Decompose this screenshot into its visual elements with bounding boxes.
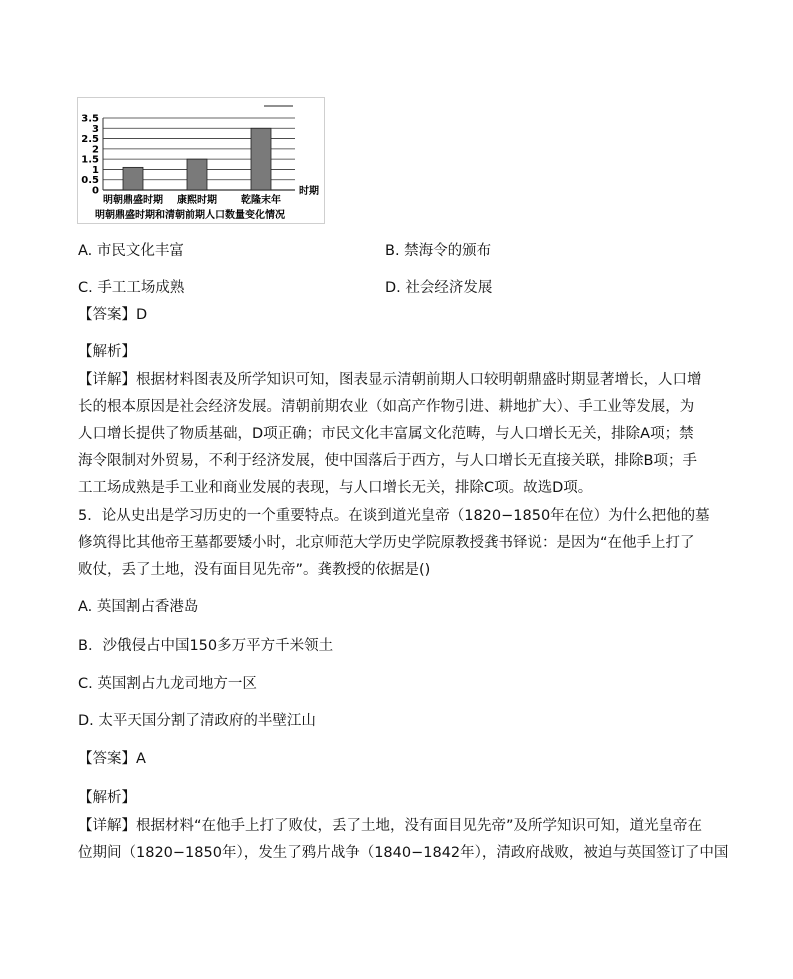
q4-option-d: D. 社会经济发展 [385, 280, 493, 296]
y-tick-label: 0 [92, 185, 99, 197]
q5-option-b: B．沙俄侵占中国150多万平方千米领土 [78, 638, 334, 654]
x-axis-label: 时期 [299, 186, 319, 197]
q4-detail-line-1: 【详解】根据材料图表及所学知识可知，图表显示清朝前期人口较明朝鼎盛时期显著增长，人口增 [78, 372, 702, 388]
population-bar-chart [77, 97, 325, 224]
y-tick-label: 1.5 [81, 154, 99, 166]
y-tick-label: 3.5 [81, 113, 99, 125]
chart-title: 明朝鼎盛时期和清朝前期人口数量变化情况 [95, 210, 285, 221]
q5-answer: 【答案】A [78, 751, 146, 767]
y-tick-label: 3 [92, 123, 99, 135]
q5-question-line-1: 5．论从史出是学习历史的一个重要特点。在谈到道光皇帝（1820−1850年在位）为什么把他的墓 [78, 508, 710, 524]
category-label: 明朝鼎盛时期 [103, 195, 163, 206]
q4-option-b: B. 禁海令的颁布 [385, 243, 492, 259]
q4-detail-line-2: 长的根本原因是社会经济发展。清朝前期农业（如高产作物引进、耕地扩大）、手工业等发展，为 [78, 399, 695, 415]
q4-detail-line-4: 海令限制对外贸易，不利于经济发展，使中国落后于西方，与人口增长无直接关联，排除B项；手 [78, 453, 697, 469]
q4-detail-line-5: 工工场成熟是手工业和商业发展的表现，与人口增长无关，排除C项。故选D项。 [78, 480, 593, 496]
y-tick-label: 2 [92, 144, 99, 156]
q4-option-c: C. 手工工场成熟 [78, 280, 185, 296]
y-tick-label: 0.5 [81, 175, 99, 187]
q5-question-line-2: 修筑得比其他帝王墓都要矮小时，北京师范大学历史学院原教授龚书铎说：是因为“在他手上打了 [78, 535, 695, 551]
q5-option-a: A. 英国割占香港岛 [78, 599, 199, 615]
y-tick-label: 1 [92, 164, 99, 176]
bar-1 [123, 167, 143, 190]
category-label: 康熙时期 [177, 195, 217, 206]
q5-option-d: D. 太平天国分割了清政府的半壁江山 [78, 713, 316, 729]
q5-option-c: C. 英国割占九龙司地方一区 [78, 676, 257, 692]
q4-option-a: A. 市民文化丰富 [78, 243, 184, 259]
q4-detail-line-3: 人口增长提供了物质基础，D项正确；市民文化丰富属文化范畴，与人口增长无关，排除A项；禁 [78, 426, 694, 442]
chart-svg [77, 97, 325, 224]
q4-answer: 【答案】D [78, 307, 148, 323]
q5-detail-line-1: 【详解】根据材料“在他手上打了败仗，丢了土地，没有面目见先帝”及所学知识可知，道光皇帝在 [78, 818, 703, 834]
category-label: 乾隆末年 [241, 195, 281, 206]
bar-3 [251, 128, 271, 190]
q5-analysis-label: 【解析】 [78, 790, 136, 806]
q5-detail-line-2: 位期间（1820−1850年），发生了鸦片战争（1840−1842年），清政府战败，被迫与英国签订了中国 [78, 845, 729, 861]
y-tick-label: 2.5 [81, 134, 99, 146]
bar-2 [187, 159, 207, 190]
q5-question-line-3: 败仗，丢了土地，没有面目见先帝”。龚教授的依据是() [78, 562, 431, 578]
q4-analysis-label: 【解析】 [78, 344, 136, 360]
